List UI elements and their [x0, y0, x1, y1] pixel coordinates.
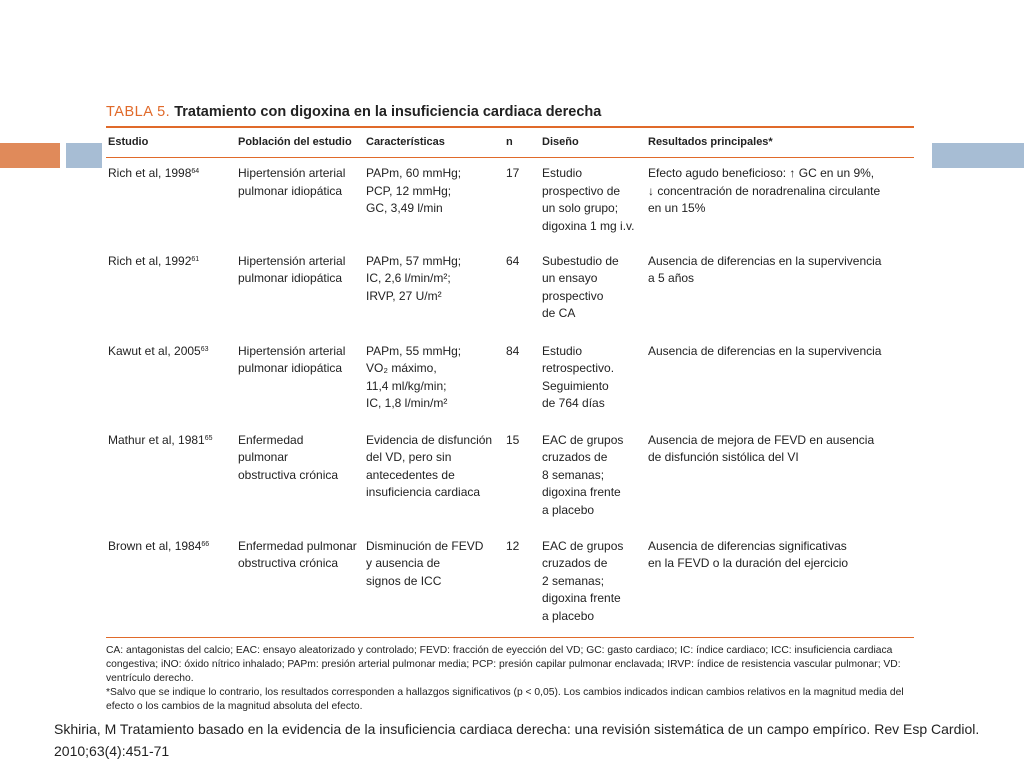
population-line: pulmonar idiopática: [238, 271, 343, 285]
n-cell: 84: [506, 343, 520, 358]
design-line: Seguimiento: [542, 378, 609, 393]
n-cell: 15: [506, 432, 520, 447]
n-cell: 12: [506, 538, 520, 553]
characteristics-line: IC, 2,6 l/min/m²;: [366, 271, 451, 285]
results-line: Ausencia de diferencias en la supervivencia: [648, 253, 882, 268]
design-line: EAC de grupos: [542, 538, 624, 553]
design-line: un solo grupo;: [542, 201, 619, 215]
design-line: de CA: [542, 306, 576, 320]
design-line: a placebo: [542, 502, 595, 517]
results-line: Ausencia de diferencias significativas: [648, 538, 847, 553]
n-cell: 17: [506, 166, 520, 180]
table-row: [106, 158, 914, 246]
n-cell: 64: [506, 253, 520, 268]
results-line: Ausencia de mejora de FEVD en ausencia: [648, 432, 875, 447]
design-line: digoxina frente: [542, 485, 621, 499]
results-cell: [646, 425, 914, 531]
significance-footnote: *Salvo que se indique lo contrario, los resultados corresponden a hallazgos significativos (p < 0,05). Los cambios indicados indican cambios relativos en la magnitud media del efecto o los cambios de la magnitud absoluta del efecto.: [106, 687, 904, 713]
design-line: prospectivo de: [542, 183, 621, 198]
reference-number: 63: [200, 345, 209, 353]
characteristics-line: antecedentes de: [366, 467, 455, 482]
header-cell: Diseño: [540, 128, 646, 158]
decorative-blue-bar-left: [66, 143, 102, 168]
header-cell: Resultados principales*: [646, 128, 914, 158]
characteristics-line: IC, 1,8 l/min/m²: [366, 396, 448, 410]
design-line: 2 semanas;: [542, 573, 605, 588]
characteristics-line: IRVP, 27 U/m²: [366, 288, 442, 303]
decorative-orange-bar: [0, 143, 60, 168]
design-line: un ensayo: [542, 271, 598, 285]
population-line: pulmonar: [238, 450, 289, 464]
design-cell: [540, 158, 646, 246]
design-line: prospectivo: [542, 288, 604, 303]
characteristics-line: PAPm, 57 mmHg;: [366, 253, 462, 268]
population-cell: [236, 246, 364, 336]
characteristics-line: GC, 3,49 l/min: [366, 201, 443, 215]
characteristics-line: 11,4 ml/kg/min;: [366, 378, 447, 393]
design-line: digoxina frente: [542, 591, 621, 605]
characteristics-line: VO₂ máximo,: [366, 361, 437, 375]
design-line: Estudio: [542, 343, 583, 358]
design-line: de 764 días: [542, 396, 605, 410]
population-line: obstructiva crónica: [238, 467, 339, 482]
table-title: [106, 100, 914, 126]
table-header-row: [106, 128, 914, 158]
reference-number: 64: [191, 168, 200, 175]
study-name: Brown et al, 1984: [108, 538, 202, 553]
characteristics-cell: [364, 336, 504, 425]
characteristics-line: y ausencia de: [366, 556, 441, 570]
design-cell: [540, 336, 646, 425]
population-line: pulmonar idiopática: [238, 361, 343, 375]
abbreviations-note: CA: antagonistas del calcio; EAC: ensayo aleatorizado y controlado; FEVD: fracción de eyección del VD; GC: gasto cardiaco; IC: índice cardiaco; ICC: insuficiencia cardiaca congestiva; iNO: óxido nítrico inhalado; PAPm: presión arterial pulmonar media; PCP: presión capilar pulmonar enclavada; IRVP: índice de resistencia vascular pulmonar; VD: ventrículo derecho.: [106, 644, 901, 684]
table-figure: [106, 100, 914, 715]
results-line: ↓ concentración de noradrenalina circulante: [648, 183, 881, 198]
table-notes: [106, 638, 914, 715]
study-cell: [106, 425, 236, 531]
table-title-label: TABLA 5.: [106, 104, 171, 120]
population-cell: [236, 336, 364, 425]
reference-number: 65: [204, 434, 213, 442]
characteristics-line: signos de ICC: [366, 573, 442, 588]
population-line: Enfermedad: [238, 432, 304, 447]
characteristics-line: del VD, pero sin: [366, 450, 452, 464]
results-line: a 5 años: [648, 271, 695, 285]
characteristics-line: Disminución de FEVD: [366, 538, 484, 553]
table-title-text: Tratamiento con digoxina en la insuficiencia cardiaca derecha: [174, 104, 602, 120]
header-cell: n: [504, 128, 540, 158]
population-line: Hipertensión arterial: [238, 166, 346, 180]
population-cell: [236, 158, 364, 246]
characteristics-line: PCP, 12 mmHg;: [366, 183, 452, 198]
header-cell: Estudio: [106, 128, 236, 158]
design-line: cruzados de: [542, 556, 608, 570]
population-line: Hipertensión arterial: [238, 343, 346, 358]
results-cell: [646, 246, 914, 336]
table-row: [106, 246, 914, 336]
reference-number: 66: [201, 540, 210, 548]
study-name: Kawut et al, 2005: [108, 343, 201, 358]
results-line: Efecto agudo beneficioso: ↑ GC en un 9%,: [648, 166, 875, 180]
table-body: [106, 158, 914, 635]
results-line: Ausencia de diferencias en la supervivencia: [648, 343, 882, 358]
population-line: Hipertensión arterial: [238, 253, 346, 268]
results-line: en un 15%: [648, 201, 706, 215]
design-line: digoxina 1 mg i.v.: [542, 218, 635, 233]
design-line: retrospectivo.: [542, 361, 615, 375]
design-cell: [540, 531, 646, 635]
population-line: obstructiva crónica: [238, 556, 339, 570]
study-name: Mathur et al, 1981: [108, 432, 205, 447]
results-cell: [646, 531, 914, 635]
population-line: Enfermedad pulmonar: [238, 538, 357, 553]
results-line: de disfunción sistólica del VI: [648, 450, 799, 464]
characteristics-line: PAPm, 55 mmHg;: [366, 343, 462, 358]
design-line: EAC de grupos: [542, 432, 624, 447]
study-name: Rich et al, 1992: [108, 253, 192, 268]
table-row: [106, 531, 914, 635]
digoxin-table: [106, 128, 914, 635]
characteristics-line: Evidencia de disfunción: [366, 432, 493, 447]
population-cell: [236, 425, 364, 531]
results-cell: [646, 158, 914, 246]
characteristics-line: PAPm, 60 mmHg;: [366, 166, 462, 180]
results-line: en la FEVD o la duración del ejercicio: [648, 556, 849, 570]
study-name: Rich et al, 1998: [108, 166, 192, 180]
study-cell: [106, 531, 236, 635]
study-cell: [106, 336, 236, 425]
characteristics-line: insuficiencia cardiaca: [366, 485, 481, 499]
study-cell: [106, 158, 236, 246]
results-cell: [646, 336, 914, 425]
study-cell: [106, 246, 236, 336]
header-cell: Población del estudio: [236, 128, 364, 158]
table-row: [106, 425, 914, 531]
design-line: cruzados de: [542, 450, 608, 464]
design-line: Estudio: [542, 166, 583, 180]
design-cell: [540, 246, 646, 336]
design-cell: [540, 425, 646, 531]
characteristics-cell: [364, 158, 504, 246]
design-line: Subestudio de: [542, 253, 619, 268]
header-cell: Características: [364, 128, 504, 158]
decorative-blue-bar-right: [932, 143, 1024, 168]
population-cell: [236, 531, 364, 635]
characteristics-cell: [364, 246, 504, 336]
table-row: [106, 336, 914, 425]
design-line: a placebo: [542, 608, 595, 623]
citation: Skhiria, M Tratamiento basado en la evidencia de la insuficiencia cardiaca derecha: una revisión sistemática de un campo empírico. Rev Esp Cardiol. 2010;63(4):451-71: [54, 721, 980, 759]
population-line: pulmonar idiopática: [238, 183, 343, 198]
characteristics-cell: [364, 425, 504, 531]
design-line: 8 semanas;: [542, 467, 605, 482]
characteristics-cell: [364, 531, 504, 635]
reference-number: 61: [191, 255, 200, 263]
